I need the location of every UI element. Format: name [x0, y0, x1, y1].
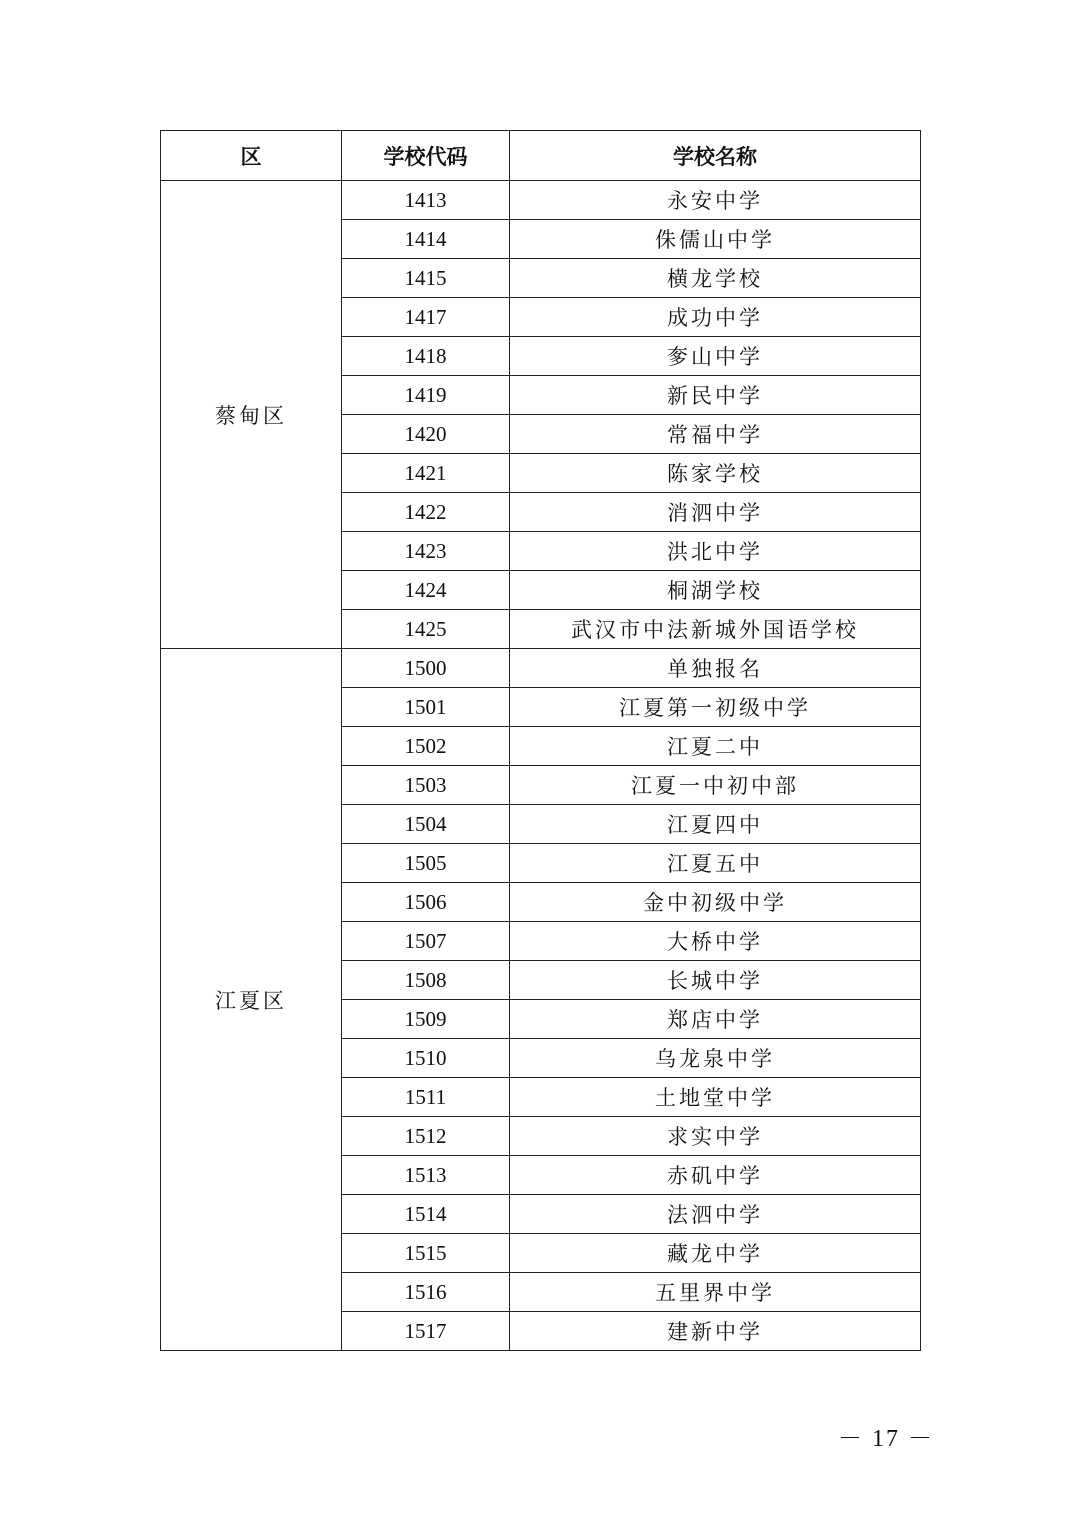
- school-code-cell: 1425: [342, 610, 510, 649]
- school-name-cell: 乌龙泉中学: [510, 1039, 921, 1078]
- header-district: 区: [161, 131, 342, 181]
- school-name-cell: 奓山中学: [510, 337, 921, 376]
- school-code-cell: 1504: [342, 805, 510, 844]
- school-code-cell: 1515: [342, 1234, 510, 1273]
- school-name-cell: 桐湖学校: [510, 571, 921, 610]
- school-name-cell: 常福中学: [510, 415, 921, 454]
- school-code-cell: 1507: [342, 922, 510, 961]
- school-code-cell: 1420: [342, 415, 510, 454]
- school-code-cell: 1508: [342, 961, 510, 1000]
- school-name-cell: 长城中学: [510, 961, 921, 1000]
- school-name-cell: 江夏一中初中部: [510, 766, 921, 805]
- school-name-cell: 横龙学校: [510, 259, 921, 298]
- school-code-cell: 1506: [342, 883, 510, 922]
- school-name-cell: 江夏第一初级中学: [510, 688, 921, 727]
- school-code-cell: 1505: [342, 844, 510, 883]
- header-school-code: 学校代码: [342, 131, 510, 181]
- school-code-cell: 1514: [342, 1195, 510, 1234]
- school-name-cell: 建新中学: [510, 1312, 921, 1351]
- school-name-cell: 新民中学: [510, 376, 921, 415]
- school-code-cell: 1517: [342, 1312, 510, 1351]
- school-code-cell: 1418: [342, 337, 510, 376]
- school-name-cell: 成功中学: [510, 298, 921, 337]
- school-name-cell: 土地堂中学: [510, 1078, 921, 1117]
- school-code-cell: 1503: [342, 766, 510, 805]
- school-name-cell: 单独报名: [510, 649, 921, 688]
- school-name-cell: 法泗中学: [510, 1195, 921, 1234]
- school-name-cell: 永安中学: [510, 181, 921, 220]
- school-name-cell: 陈家学校: [510, 454, 921, 493]
- school-name-cell: 郑店中学: [510, 1000, 921, 1039]
- school-code-cell: 1419: [342, 376, 510, 415]
- school-code-table: [160, 130, 921, 1351]
- school-code-cell: 1500: [342, 649, 510, 688]
- school-code-cell: 1501: [342, 688, 510, 727]
- school-name-cell: 消泗中学: [510, 493, 921, 532]
- page-number: － 17 －: [838, 1426, 934, 1452]
- school-code-cell: 1509: [342, 1000, 510, 1039]
- school-code-cell: 1511: [342, 1078, 510, 1117]
- school-name-cell: 江夏二中: [510, 727, 921, 766]
- school-code-cell: 1424: [342, 571, 510, 610]
- school-name-cell: 侏儒山中学: [510, 220, 921, 259]
- table-row: [161, 181, 921, 220]
- school-name-cell: 金中初级中学: [510, 883, 921, 922]
- school-code-cell: 1415: [342, 259, 510, 298]
- school-name-cell: 五里界中学: [510, 1273, 921, 1312]
- table-header-row: [161, 131, 921, 181]
- school-code-cell: 1414: [342, 220, 510, 259]
- school-code-cell: 1423: [342, 532, 510, 571]
- school-name-cell: 大桥中学: [510, 922, 921, 961]
- school-name-cell: 武汉市中法新城外国语学校: [510, 610, 921, 649]
- school-code-cell: 1512: [342, 1117, 510, 1156]
- school-name-cell: 赤矶中学: [510, 1156, 921, 1195]
- school-name-cell: 藏龙中学: [510, 1234, 921, 1273]
- table-row: [161, 649, 921, 688]
- school-name-cell: 江夏五中: [510, 844, 921, 883]
- school-code-cell: 1417: [342, 298, 510, 337]
- header-school-name: 学校名称: [510, 131, 921, 181]
- school-name-cell: 洪北中学: [510, 532, 921, 571]
- district-cell: 蔡甸区: [161, 181, 342, 649]
- table-body: [161, 181, 921, 1351]
- school-code-cell: 1502: [342, 727, 510, 766]
- school-code-cell: 1510: [342, 1039, 510, 1078]
- school-code-cell: 1516: [342, 1273, 510, 1312]
- school-code-cell: 1421: [342, 454, 510, 493]
- school-code-cell: 1413: [342, 181, 510, 220]
- school-name-cell: 江夏四中: [510, 805, 921, 844]
- school-code-cell: 1422: [342, 493, 510, 532]
- school-code-cell: 1513: [342, 1156, 510, 1195]
- district-cell: 江夏区: [161, 649, 342, 1351]
- school-name-cell: 求实中学: [510, 1117, 921, 1156]
